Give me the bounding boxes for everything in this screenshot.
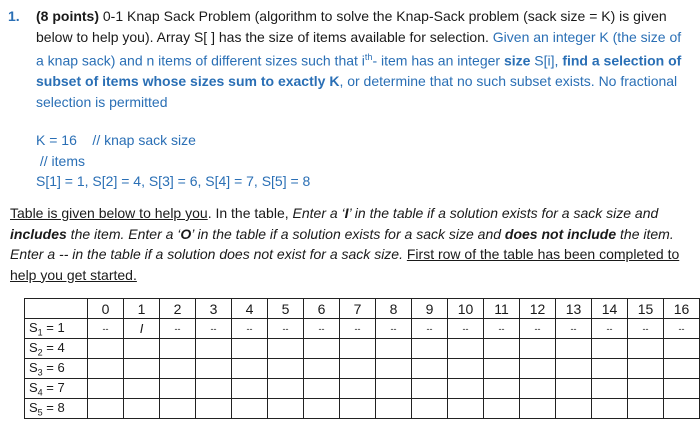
table-cell[interactable]: -- — [88, 319, 124, 339]
table-cell[interactable]: -- — [448, 319, 484, 339]
table-cell[interactable] — [448, 339, 484, 359]
row-label-index: 1 — [37, 327, 43, 338]
column-header: 2 — [160, 299, 196, 319]
question-given-text-3: S[i], — [530, 52, 563, 69]
question-given-text-2: - item has an integer — [372, 52, 504, 69]
table-cell[interactable] — [412, 399, 448, 419]
table-cell[interactable]: -- — [520, 319, 556, 339]
table-row — [25, 379, 700, 399]
table-cell[interactable] — [232, 359, 268, 379]
table-cell[interactable] — [340, 339, 376, 359]
table-cell[interactable] — [412, 339, 448, 359]
table-cell[interactable] — [556, 379, 592, 399]
table-cell[interactable] — [88, 339, 124, 359]
table-row — [25, 359, 700, 379]
instructions-includes: includes — [10, 225, 67, 242]
row-label-size: = 6 — [42, 359, 65, 375]
items-comment-line: // items — [36, 152, 86, 169]
row-label — [25, 359, 88, 379]
instructions-text-1: . In the table, — [207, 205, 293, 221]
instructions-text-4: the item. Enter a ‘ — [66, 225, 181, 242]
table-cell[interactable] — [664, 379, 700, 399]
table-cell[interactable] — [592, 359, 628, 379]
row-label-index: 3 — [37, 367, 43, 378]
table-cell[interactable] — [196, 359, 232, 379]
question-superscript: th — [364, 52, 373, 62]
instructions-text-6: the item. Enter a -- in the table if a solution does not exist for a sack size. — [10, 225, 674, 262]
question-number: 1. — [8, 8, 20, 24]
table-cell[interactable] — [448, 379, 484, 399]
table-cell[interactable] — [232, 379, 268, 399]
table-cell[interactable] — [124, 359, 160, 379]
column-header: 11 — [484, 299, 520, 319]
row-label-s: S — [29, 359, 38, 375]
table-cell[interactable] — [592, 339, 628, 359]
table-cell[interactable] — [232, 339, 268, 359]
table-cell[interactable] — [520, 359, 556, 379]
column-header: 15 — [628, 299, 664, 319]
instructions-text-2: Enter a ‘ — [292, 205, 345, 221]
table-cell[interactable] — [196, 379, 232, 399]
question-goal-bold: find a selection of subset of items whose sizes sum to exactly K — [36, 52, 682, 90]
column-header: 8 — [376, 299, 412, 319]
table-cell[interactable] — [448, 399, 484, 419]
instructions — [10, 203, 690, 285]
table-cell[interactable] — [88, 379, 124, 399]
question-text — [36, 6, 688, 112]
instructions-text-3: ’ in the table if a solution exists for a sack size and — [348, 205, 659, 221]
table-cell[interactable] — [556, 399, 592, 419]
table-cell[interactable]: -- — [664, 319, 700, 339]
table-cell[interactable] — [376, 339, 412, 359]
table-cell[interactable]: -- — [484, 319, 520, 339]
column-header: 16 — [664, 299, 700, 319]
table-cell[interactable] — [160, 399, 196, 419]
column-header: 3 — [196, 299, 232, 319]
table-cell[interactable]: -- — [592, 319, 628, 339]
table-cell[interactable] — [592, 399, 628, 419]
table-cell[interactable] — [556, 339, 592, 359]
row-label-size: = 1 — [42, 319, 65, 335]
table-cell[interactable] — [484, 359, 520, 379]
table-row — [25, 319, 700, 339]
table-cell[interactable] — [628, 399, 664, 419]
question-size-bold: size — [503, 52, 531, 69]
table-cell[interactable] — [340, 399, 376, 419]
knapsack-table — [24, 298, 700, 419]
table-cell[interactable] — [448, 359, 484, 379]
column-header: 13 — [556, 299, 592, 319]
table-cell[interactable] — [484, 399, 520, 419]
table-cell[interactable] — [484, 339, 520, 359]
instructions-first-row-note: First row of the table has been completed to help you get started. — [10, 246, 680, 283]
table-cell[interactable] — [412, 379, 448, 399]
table-cell[interactable] — [304, 339, 340, 359]
table-cell[interactable] — [412, 359, 448, 379]
table-cell[interactable] — [124, 339, 160, 359]
table-cell[interactable] — [484, 379, 520, 399]
table-cell[interactable]: -- — [376, 319, 412, 339]
table-cell[interactable] — [124, 379, 160, 399]
table-row — [25, 339, 700, 359]
table-cell[interactable] — [556, 359, 592, 379]
question-given-text: Given an integer K (the size of a knap sack) and n items of different sizes such that i — [36, 28, 682, 69]
row-label-index: 2 — [37, 347, 43, 358]
table-cell[interactable] — [124, 399, 160, 419]
table-cell[interactable] — [160, 339, 196, 359]
column-header: 14 — [592, 299, 628, 319]
column-header: 9 — [412, 299, 448, 319]
table-cell[interactable]: I — [124, 319, 160, 339]
row-label-size: = 8 — [42, 399, 65, 415]
table-cell[interactable] — [520, 399, 556, 419]
column-header: 6 — [304, 299, 340, 319]
table-cell[interactable] — [304, 379, 340, 399]
column-header: 1 — [124, 299, 160, 319]
table-cell[interactable] — [520, 339, 556, 359]
instructions-symbol-i: I — [344, 205, 349, 221]
row-label-size: = 4 — [42, 339, 65, 355]
table-cell[interactable] — [160, 359, 196, 379]
row-label-size: = 7 — [42, 379, 65, 395]
table-cell[interactable] — [628, 379, 664, 399]
given-values — [36, 130, 310, 192]
table-cell[interactable]: -- — [268, 319, 304, 339]
table-cell[interactable]: -- — [556, 319, 592, 339]
table-cell[interactable] — [664, 359, 700, 379]
table-cell[interactable]: -- — [304, 319, 340, 339]
table-row — [25, 399, 700, 419]
table-cell[interactable] — [592, 379, 628, 399]
column-header: 12 — [520, 299, 556, 319]
row-label-s: S — [29, 319, 38, 335]
table-cell[interactable] — [268, 379, 304, 399]
table-cell[interactable] — [340, 359, 376, 379]
table-cell[interactable] — [628, 339, 664, 359]
column-header: 4 — [232, 299, 268, 319]
column-header: 0 — [88, 299, 124, 319]
row-label-s: S — [29, 339, 38, 355]
table-cell[interactable] — [196, 339, 232, 359]
table-cell[interactable] — [376, 359, 412, 379]
table-cell[interactable] — [340, 379, 376, 399]
row-label — [25, 399, 88, 419]
instructions-does-not-include: does not include — [504, 225, 617, 242]
table-cell[interactable] — [664, 339, 700, 359]
table-cell[interactable] — [88, 399, 124, 419]
row-label-s: S — [29, 399, 38, 415]
column-header: 10 — [448, 299, 484, 319]
table-cell[interactable] — [196, 399, 232, 419]
table-cell[interactable] — [268, 399, 304, 419]
table-cell[interactable] — [268, 359, 304, 379]
knapsack-size-line: K = 16 // knap sack size — [36, 132, 196, 148]
row-label-index: 4 — [37, 387, 43, 398]
table-cell[interactable]: -- — [340, 319, 376, 339]
table-cell[interactable] — [304, 359, 340, 379]
table-cell[interactable] — [376, 379, 412, 399]
table-cell[interactable] — [232, 399, 268, 419]
table-cell[interactable]: -- — [160, 319, 196, 339]
table-cell[interactable]: -- — [196, 319, 232, 339]
row-label — [25, 379, 88, 399]
table-cell[interactable] — [88, 359, 124, 379]
table-cell[interactable] — [160, 379, 196, 399]
table-cell[interactable] — [376, 399, 412, 419]
column-header: 5 — [268, 299, 304, 319]
question-points: (8 points) — [36, 8, 99, 24]
instructions-symbol-o: O — [180, 225, 192, 242]
table-corner-cell — [25, 299, 88, 319]
item-sizes-line: S[1] = 1, S[2] = 4, S[3] = 6, S[4] = 7, S[5] = 8 — [36, 173, 311, 189]
row-label — [25, 339, 88, 359]
table-cell[interactable]: -- — [628, 319, 664, 339]
table-header-row — [25, 299, 700, 319]
table-cell[interactable] — [268, 339, 304, 359]
table-cell[interactable] — [628, 359, 664, 379]
table-cell[interactable] — [664, 399, 700, 419]
row-label — [25, 319, 88, 339]
instructions-text-5: ’ in the table if a solution exists for a sack size and — [191, 225, 505, 242]
table-cell[interactable]: -- — [412, 319, 448, 339]
table-cell[interactable]: -- — [232, 319, 268, 339]
question-given-text-4: , or determine that no such subset exists. No fractional selection is permitted — [36, 73, 678, 110]
question-intro: 0-1 Knap Sack Problem (algorithm to solve the Knap-Sack problem (sack size = K) is given below to help you). Array S[ ] has the size of items available for selection. — [36, 8, 667, 45]
instructions-lead: Table is given below to help you — [10, 205, 208, 221]
row-label-index: 5 — [37, 407, 43, 418]
table-cell[interactable] — [520, 379, 556, 399]
column-header: 7 — [340, 299, 376, 319]
row-label-s: S — [29, 379, 38, 395]
table-cell[interactable] — [304, 399, 340, 419]
